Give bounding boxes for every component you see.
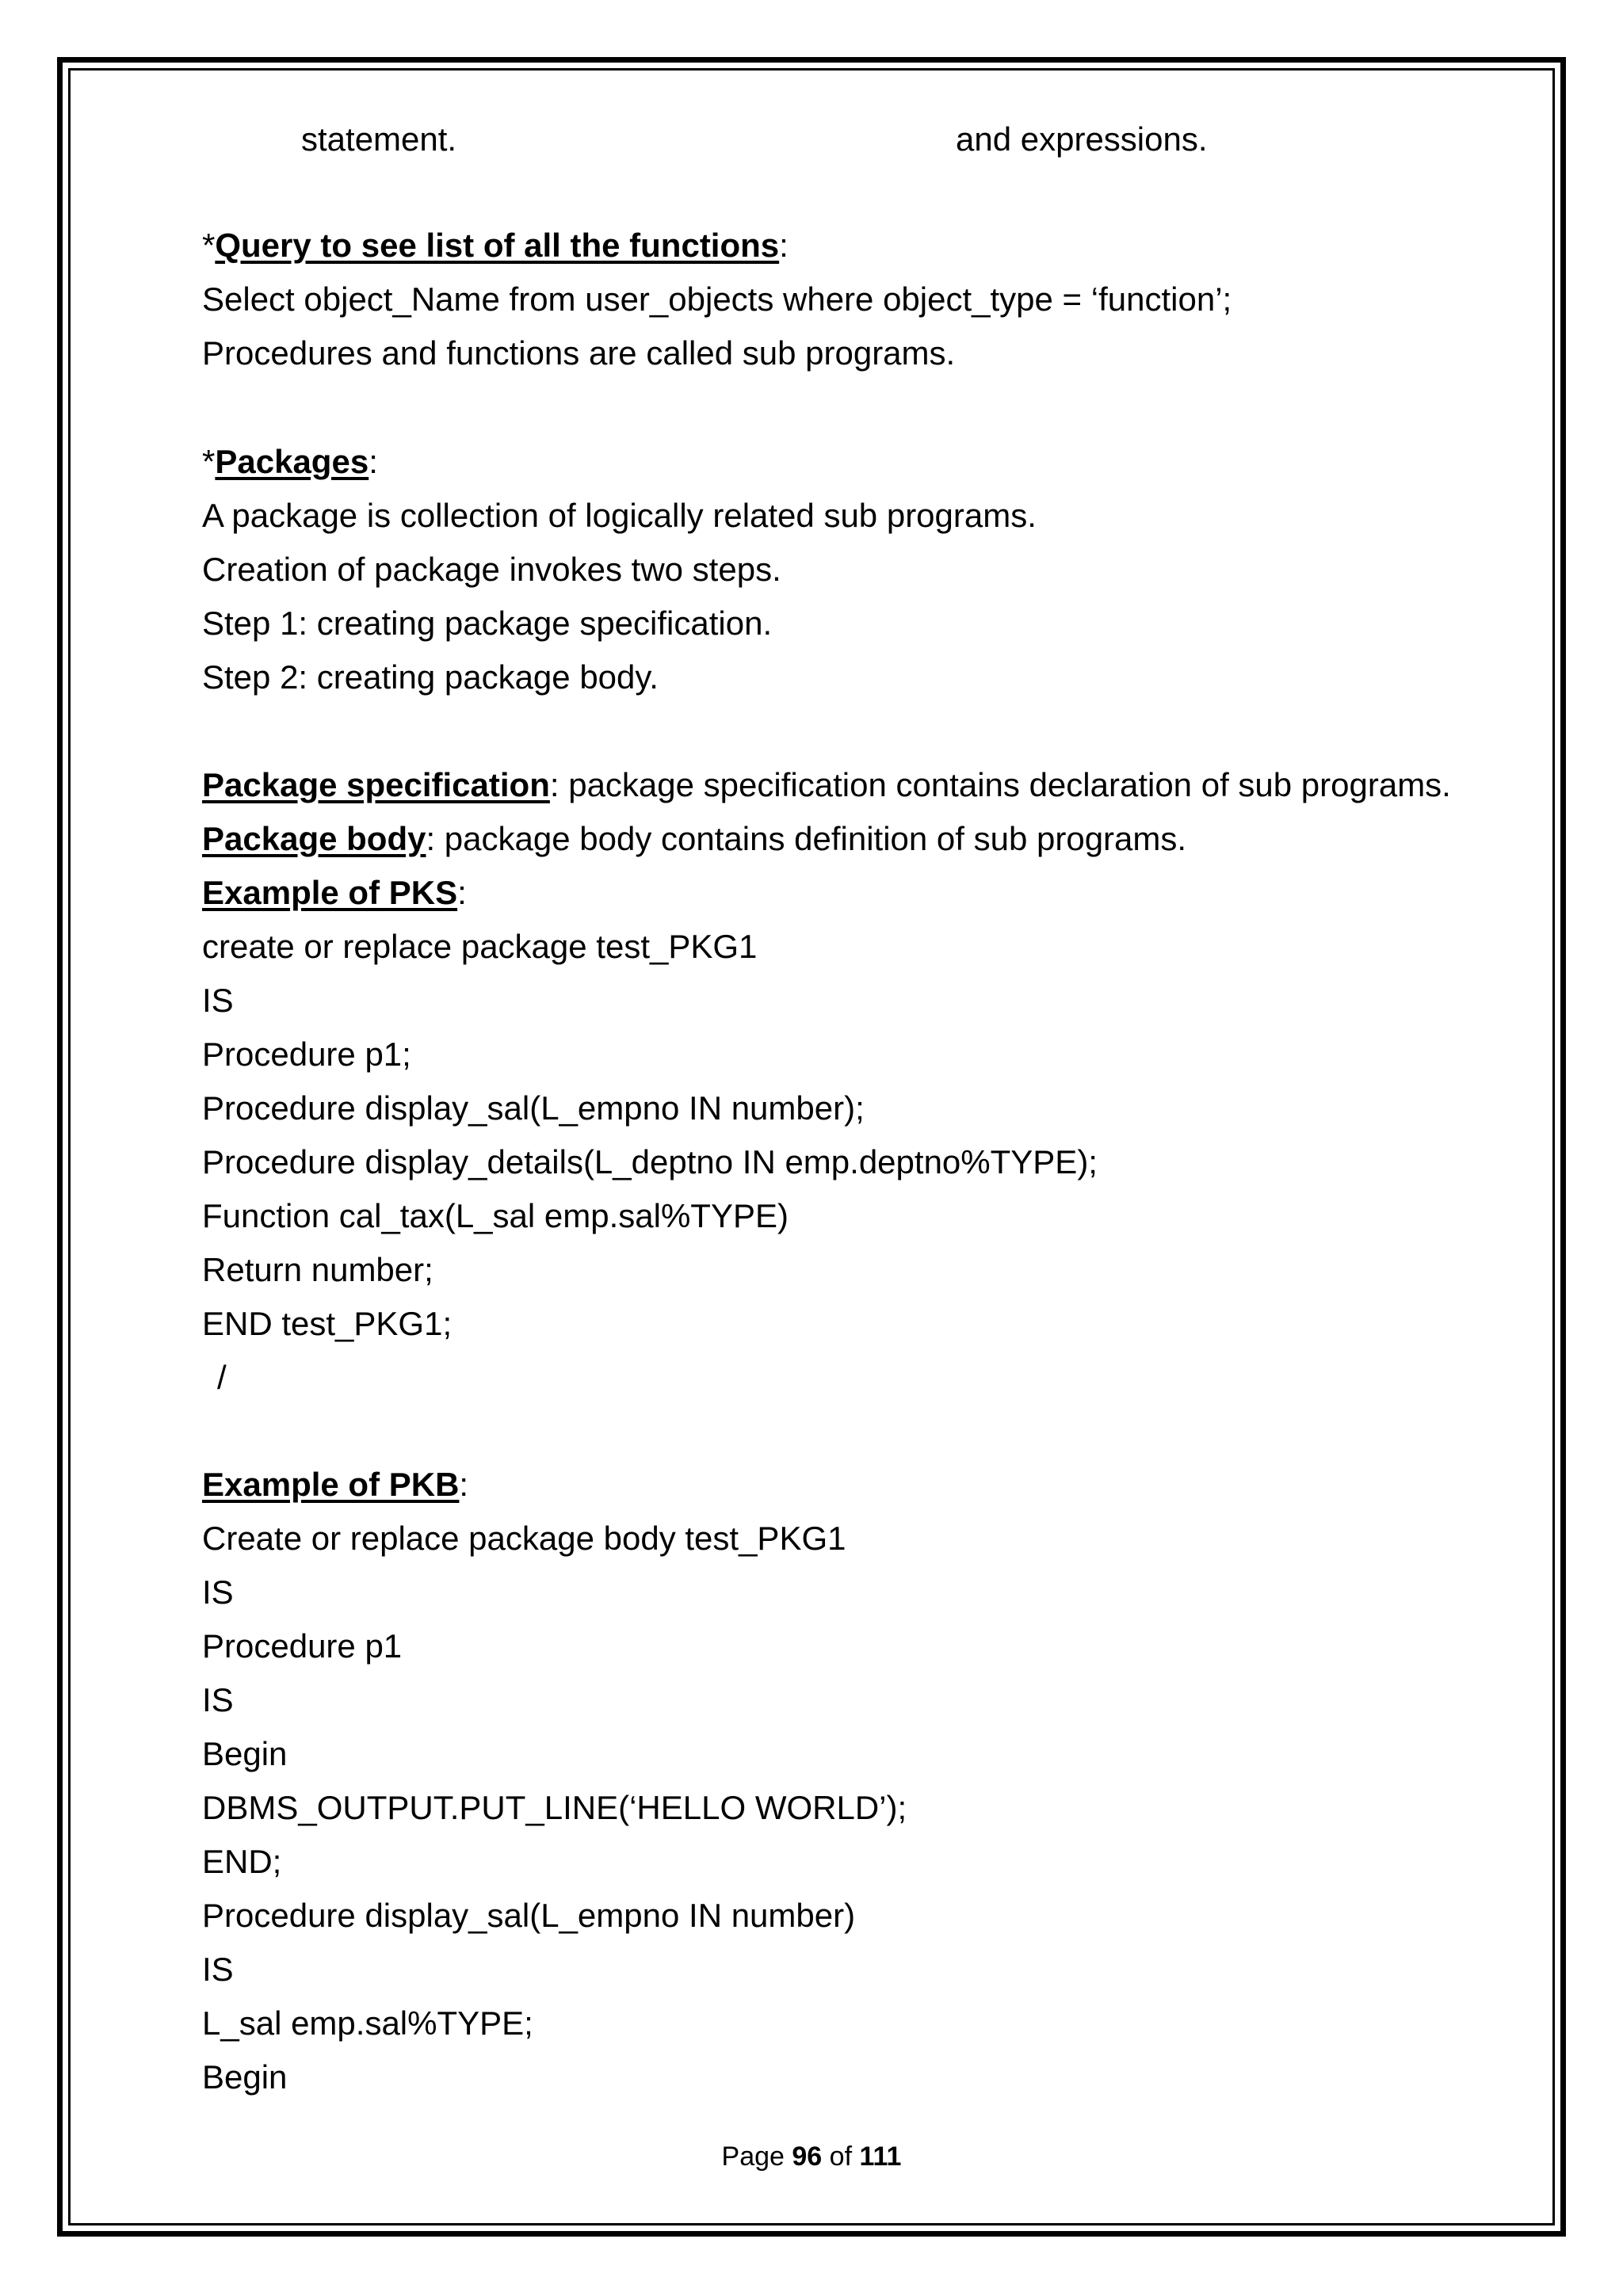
code-line: L_sal emp.sal%TYPE; — [202, 2004, 533, 2042]
footer-page-number: 96 — [792, 2142, 823, 2172]
code-line: create or replace package test_PKG1 — [202, 928, 758, 965]
pks-example-heading: Example of PKS: — [202, 874, 467, 911]
continuation-text-right: and expressions. — [956, 120, 1208, 158]
footer-total-pages: 111 — [859, 2142, 902, 2172]
package-specification-heading: Package specification — [202, 766, 550, 803]
code-line: IS — [202, 982, 234, 1019]
code-line: END; — [202, 1843, 282, 1880]
packages-line: Creation of package invokes two steps. — [202, 551, 781, 588]
code-line: Procedure p1 — [202, 1627, 403, 1665]
packages-line: Step 2: creating package body. — [202, 658, 659, 696]
code-line: Return number; — [202, 1251, 433, 1288]
footer-of-word: of — [829, 2142, 853, 2172]
functions-query-line: Select object_Name from user_objects where object_type = ‘function’; — [202, 280, 1232, 318]
functions-query-heading-text: Query to see list of all the functions — [215, 227, 780, 264]
code-line: IS — [202, 1573, 234, 1611]
pkb-example-heading: Example of PKB: — [202, 1466, 469, 1503]
packages-heading: *Packages: — [202, 443, 378, 480]
package-body-heading: Package body — [202, 820, 426, 857]
code-line: END test_PKG1; — [202, 1305, 453, 1342]
packages-line: Step 1: creating package specification. — [202, 605, 773, 642]
packages-heading-text: Packages — [215, 443, 369, 480]
code-line: Begin — [202, 2058, 288, 2096]
pks-example-heading-text: Example of PKS — [202, 874, 458, 911]
pkb-example-heading-text: Example of PKB — [202, 1466, 460, 1503]
functions-query-heading: *Query to see list of all the functions: — [202, 227, 789, 264]
continuation-text-left: statement. — [301, 120, 457, 158]
code-line: Create or replace package body test_PKG1 — [202, 1520, 846, 1557]
package-specification-definition: Package specification: package specification contains declaration of sub programs. — [202, 766, 1451, 803]
code-line-terminator: / — [217, 1359, 227, 1396]
page-footer — [0, 2139, 1623, 2174]
packages-line: A package is collection of logically related sub programs. — [202, 497, 1037, 534]
code-line: IS — [202, 1951, 234, 1988]
code-line: Procedure display_sal(L_empno IN number); — [202, 1089, 865, 1127]
code-line: Procedure display_details(L_deptno IN emp.deptno%TYPE); — [202, 1143, 1098, 1180]
code-line: Function cal_tax(L_sal emp.sal%TYPE) — [202, 1197, 789, 1234]
code-line: DBMS_OUTPUT.PUT_LINE(‘HELLO WORLD’); — [202, 1789, 907, 1826]
code-line: IS — [202, 1681, 234, 1718]
functions-query-line: Procedures and functions are called sub programs. — [202, 334, 956, 372]
code-line: Procedure display_sal(L_empno IN number) — [202, 1897, 856, 1934]
package-body-definition: Package body: package body contains definition of sub programs. — [202, 820, 1187, 857]
code-line: Begin — [202, 1735, 288, 1772]
footer-page-word: Page — [721, 2142, 785, 2172]
code-line: Procedure p1; — [202, 1035, 411, 1073]
